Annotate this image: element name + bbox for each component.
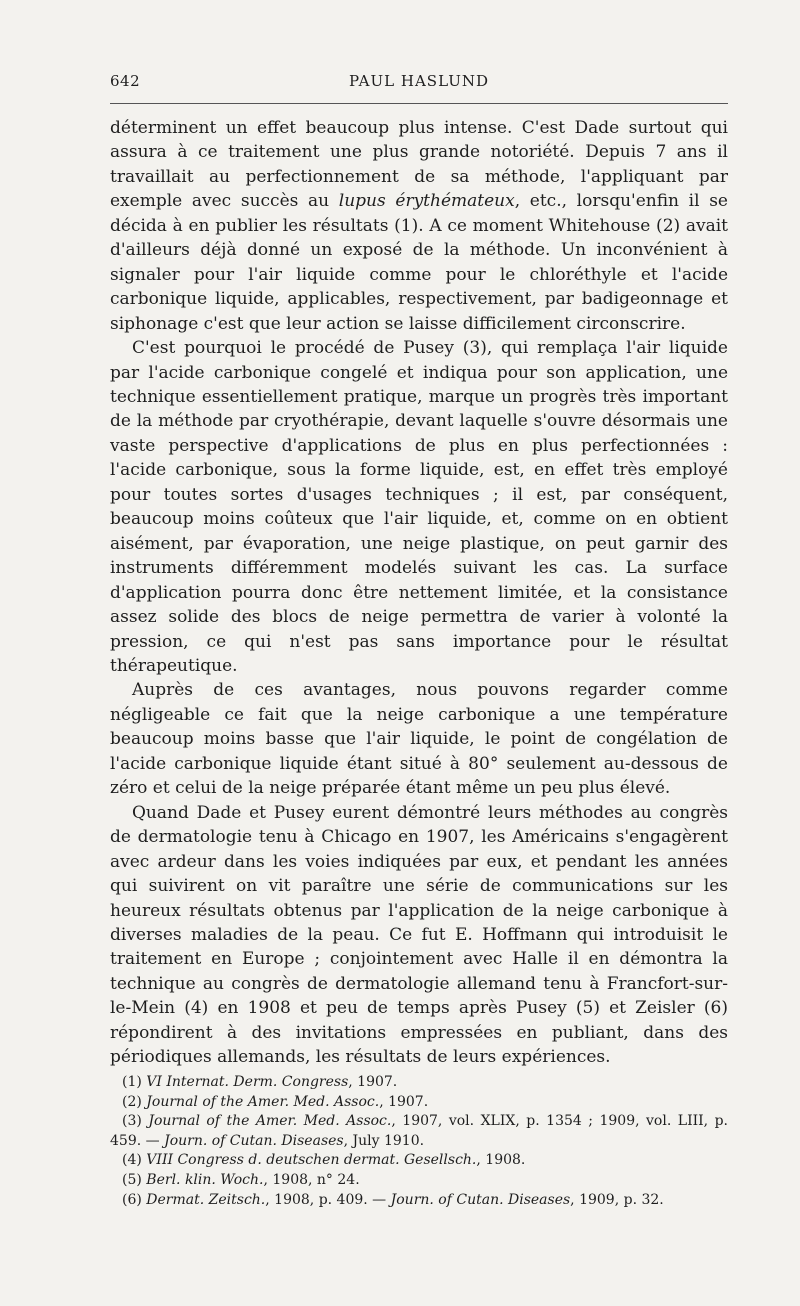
footnote-source: Journal of the Amer. Med. Assoc. bbox=[146, 1093, 380, 1110]
footnotes bbox=[110, 1073, 728, 1210]
paragraph-1-italic: lupus érythémateux bbox=[338, 191, 515, 212]
footnote-source-2: Journ. of Cutan. Diseases bbox=[164, 1132, 344, 1149]
footnote-mark: (5) bbox=[122, 1171, 142, 1188]
footnote-detail: , 1908. bbox=[476, 1152, 526, 1169]
footnote-detail: , 1908, p. 409. — bbox=[265, 1191, 391, 1208]
footnote-detail-2: , 1909, p. 32. bbox=[570, 1191, 664, 1208]
footnote-mark: (4) bbox=[122, 1152, 142, 1169]
page-number: 642 bbox=[110, 72, 141, 90]
footnote-mark: (1) bbox=[122, 1074, 142, 1090]
footnote-mark: (6) bbox=[122, 1191, 142, 1208]
footnote-source-2: Journ. of Cutan. Diseases bbox=[390, 1191, 571, 1208]
footnote-detail: , 1907, vol. XLIX, p. 1354 ; 1909, vol. LIII, p. 459. — bbox=[110, 1113, 728, 1149]
footnote-detail: , 1907. bbox=[348, 1074, 398, 1090]
footnote-3 bbox=[110, 1112, 728, 1151]
footnote-mark: (2) bbox=[122, 1093, 142, 1110]
footnote-5 bbox=[110, 1171, 728, 1191]
paragraph-2: C'est pourquoi le procédé de Pusey (3), qui remplaça l'air liquide par l'acide carbonique congelé et indiqua pour son application, une technique essentiellement pratique, marque un progrès très important de la méthode par cryothérapie, devant laquelle s'ouvre désormais une vaste perspective d'applications de plus en plus perfectionnées : l'acide carbonique, sous la forme liquide, est, en effet très employé pour toutes sortes d'usages techniques ; il est, par conséquent, beaucoup moins coûteux que l'air liquide, et, comme on en obtient aisément, par évaporation, une neige plastique, on peut garnir des instruments différemment modelés suivant les cas. La surface d'application pourra donc être nettement limitée, et la consistance assez solide des blocs de neige permettra de varier à volonté la pression, ce qui n'est pas sans importance pour le résultat thérapeutique. bbox=[110, 338, 728, 676]
footnote-mark: (3) bbox=[122, 1113, 142, 1130]
paragraph-4: Quand Dade et Pusey eurent démontré leurs méthodes au congrès de dermatologie tenu à Chicago en 1907, les Américains s'engagèrent avec ardeur dans les voies indiquées par eux, et pendant les années qui suivirent on vit paraître une série de communications sur les heureux résultats obtenus par l'application de la neige carbonique à diverses maladies de la peau. Ce fut E. Hoffmann qui introduisit le traitement en Europe ; conjointement avec Halle il en démontra la technique au congrès de dermatologie allemand tenu à Francfort-sur-le-Mein (4) en 1908 et peu de temps après Pusey (5) et Zeisler (6) répondirent à des invitations empressées en publiant, dans des périodiques allemands, les résultats de leurs expériences. bbox=[110, 802, 728, 1068]
footnote-4 bbox=[110, 1151, 728, 1171]
running-header bbox=[110, 72, 728, 94]
footnote-source: VIII Congress d. deutschen dermat. Gesellsch. bbox=[146, 1152, 477, 1169]
paragraph-1 bbox=[110, 116, 728, 336]
footnote-detail: , 1907. bbox=[379, 1093, 429, 1110]
paragraph-3: Auprès de ces avantages, nous pouvons regarder comme négligeable ce fait que la neige carbonique a une température beaucoup moins basse que l'air liquide, le point de congélation de l'acide carbonique liquide étant situé à 80° seulement au-dessous de zéro et celui de la neige préparée étant même un peu plus élevé. bbox=[110, 680, 728, 799]
footnote-source: VI Internat. Derm. Congress bbox=[146, 1074, 349, 1090]
header-rule bbox=[110, 103, 728, 104]
running-title: PAUL HASLUND bbox=[348, 72, 490, 90]
footnote-1 bbox=[110, 1073, 728, 1093]
footnote-source: Dermat. Zeitsch. bbox=[146, 1191, 266, 1208]
footnote-2 bbox=[110, 1093, 728, 1113]
paragraph-1-part-b: , etc., lorsqu'enfin il se décida à en publier les résultats (1). A ce moment Whitehouse (2) avait d'ailleurs déjà donné un exposé de la méthode. Un inconvénient à signaler pour l'air liquide comme pour le chloréthyle et l'acide carbonique liquide, applicables, respectivement, par badigeonnage et siphonage c'est que leur action se laisse difficilement circonscrire. bbox=[110, 191, 728, 334]
footnote-6 bbox=[110, 1191, 728, 1211]
footnote-detail: , 1908, n° 24. bbox=[263, 1171, 360, 1188]
main-text bbox=[110, 116, 728, 1070]
footnote-detail-2: , July 1910. bbox=[343, 1132, 425, 1149]
footnote-source: Berl. klin. Woch. bbox=[146, 1171, 264, 1188]
footnote-source: Journal of the Amer. Med. Assoc. bbox=[148, 1113, 392, 1130]
paragraph-1-part-a: déterminent un effet beaucoup plus intense. C'est Dade surtout qui assura à ce traitement une plus grande notoriété. Depuis 7 ans il travaillait au perfectionnement de sa méthode, l'appliquant par exemple avec succès au bbox=[110, 118, 728, 212]
